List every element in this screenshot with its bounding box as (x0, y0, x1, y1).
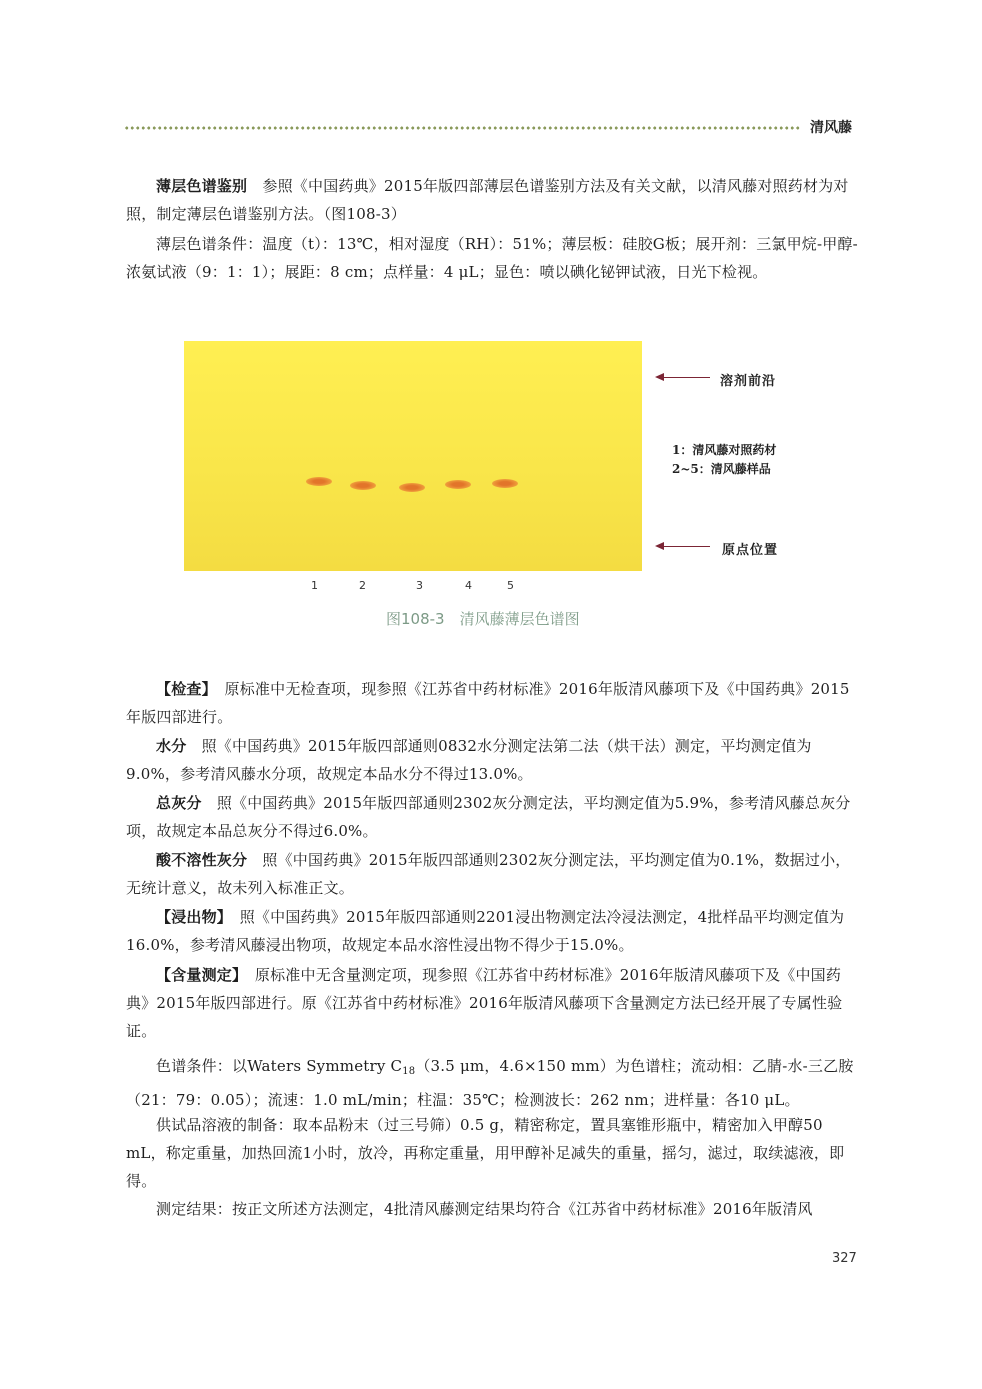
inspection-text: 原标准中无检查项，现参照《江苏省中药材标准》2016年版清风藤项下及《中国药典》2015年版四部进行。 (126, 680, 850, 726)
chrom-subscript: 18 (402, 1066, 416, 1077)
ash-heading: 总灰分 (156, 794, 202, 812)
assay-text: 原标准中无含量测定项，现参照《江苏省中药材标准》2016年版清风藤项下及《中国药典》2015年版四部进行。原《江苏省中药材标准》2016年版清风藤项下含量测定方法已经开展了专属性验证。 (126, 966, 843, 1040)
spot-lane-3 (399, 483, 425, 492)
inspection-paragraph (126, 675, 858, 731)
lane-label-5: 5 (507, 579, 514, 592)
figure-caption: 图108-3 清风藤薄层色谱图 (386, 610, 580, 628)
acid-ash-paragraph (126, 846, 858, 902)
origin-arrow-line (662, 546, 710, 547)
acid-ash-heading: 酸不溶性灰分 (156, 851, 248, 869)
legend-line-1: 1：清风藤对照药材 (672, 443, 777, 457)
sample-prep-paragraph: 供试品溶液的制备：取本品粉末（过三号筛）0.5 g，精密称定，置具塞锥形瓶中，精密加入甲醇50 mL，称定重量，加热回流1小时，放冷，再称定重量，用甲醇补足减失的重量，摇匀，滤过，取续滤液，即得。 (126, 1116, 845, 1190)
chrom-text-before: 色谱条件：以Waters Symmetry C (156, 1057, 403, 1075)
lane-label-2: 2 (359, 579, 366, 592)
header-dotted-rule (124, 126, 800, 130)
figure-legend (672, 441, 776, 479)
spot-lane-2 (350, 481, 376, 490)
lane-label-4: 4 (465, 579, 472, 592)
result-paragraph: 测定结果：按正文所述方法测定，4批清风藤测定结果均符合《江苏省中药材标准》2016年版清风 (156, 1200, 813, 1218)
water-text: 照《中国药典》2015年版四部通则0832水分测定法第二法（烘干法）测定，平均测定值为9.0%，参考清风藤水分项，故规定本品水分不得过13.0%。 (126, 737, 812, 783)
solvent-front-arrow-line (662, 377, 710, 378)
tlc-plate (184, 341, 642, 571)
spot-lane-5 (492, 479, 518, 488)
extract-paragraph (126, 903, 858, 959)
extract-heading: 【浸出物】 (156, 908, 225, 926)
tlc-conditions: 薄层色谱条件：温度（t）：13℃，相对湿度（RH）：51%；薄层板：硅胶G板；展开剂：三氯甲烷-甲醇-浓氨试液（9：1：1）；展距：8 cm；点样量：4 μL；显色：喷以碘化铋钾试液，日光下检视。 (126, 235, 858, 281)
lane-label-3: 3 (416, 579, 423, 592)
inspection-heading: 【检查】 (156, 680, 210, 698)
chromatography-conditions (126, 1052, 858, 1114)
water-heading: 水分 (156, 737, 187, 755)
tlc-text: 参照《中国药典》2015年版四部薄层色谱鉴别方法及有关文献，以清风藤对照药材为对照，制定薄层色谱鉴别方法。（图108-3） (126, 177, 849, 223)
ash-paragraph (126, 789, 858, 845)
extract-text: 照《中国药典》2015年版四部通则2201浸出物测定法冷浸法测定，4批样品平均测定值为16.0%，参考清风藤浸出物项，故规定本品水溶性浸出物不得少于15.0%。 (126, 908, 845, 954)
tlc-heading: 薄层色谱鉴别 (156, 177, 248, 195)
ash-text: 照《中国药典》2015年版四部通则2302灰分测定法，平均测定值为5.9%，参考清风藤总灰分项，故规定本品总灰分不得过6.0%。 (126, 794, 851, 840)
spot-lane-1 (306, 477, 332, 486)
assay-paragraph (126, 961, 858, 1045)
lane-label-1: 1 (311, 579, 318, 592)
origin-label: 原点位置 (722, 543, 779, 558)
solvent-front-label: 溶剂前沿 (720, 374, 777, 389)
spot-lane-4 (445, 480, 471, 489)
page-number: 327 (832, 1251, 857, 1266)
legend-line-2: 2~5：清风藤样品 (672, 462, 771, 476)
assay-heading: 【含量测定】 (156, 966, 240, 984)
water-paragraph (126, 732, 858, 788)
tlc-paragraph (126, 172, 858, 228)
chrom-text-after: （3.5 μm，4.6×150 mm）为色谱柱；流动相：乙腈-水-三乙胺（21：79：0.05）；流速：1.0 mL/min；柱温：35℃；检测波长：262 nm；进样量：各10 μL。 (126, 1057, 854, 1109)
acid-ash-text: 照《中国药典》2015年版四部通则2302灰分测定法，平均测定值为0.1%，数据过小，无统计意义，故未列入标准正文。 (126, 851, 851, 897)
running-title: 清风藤 (810, 120, 852, 136)
